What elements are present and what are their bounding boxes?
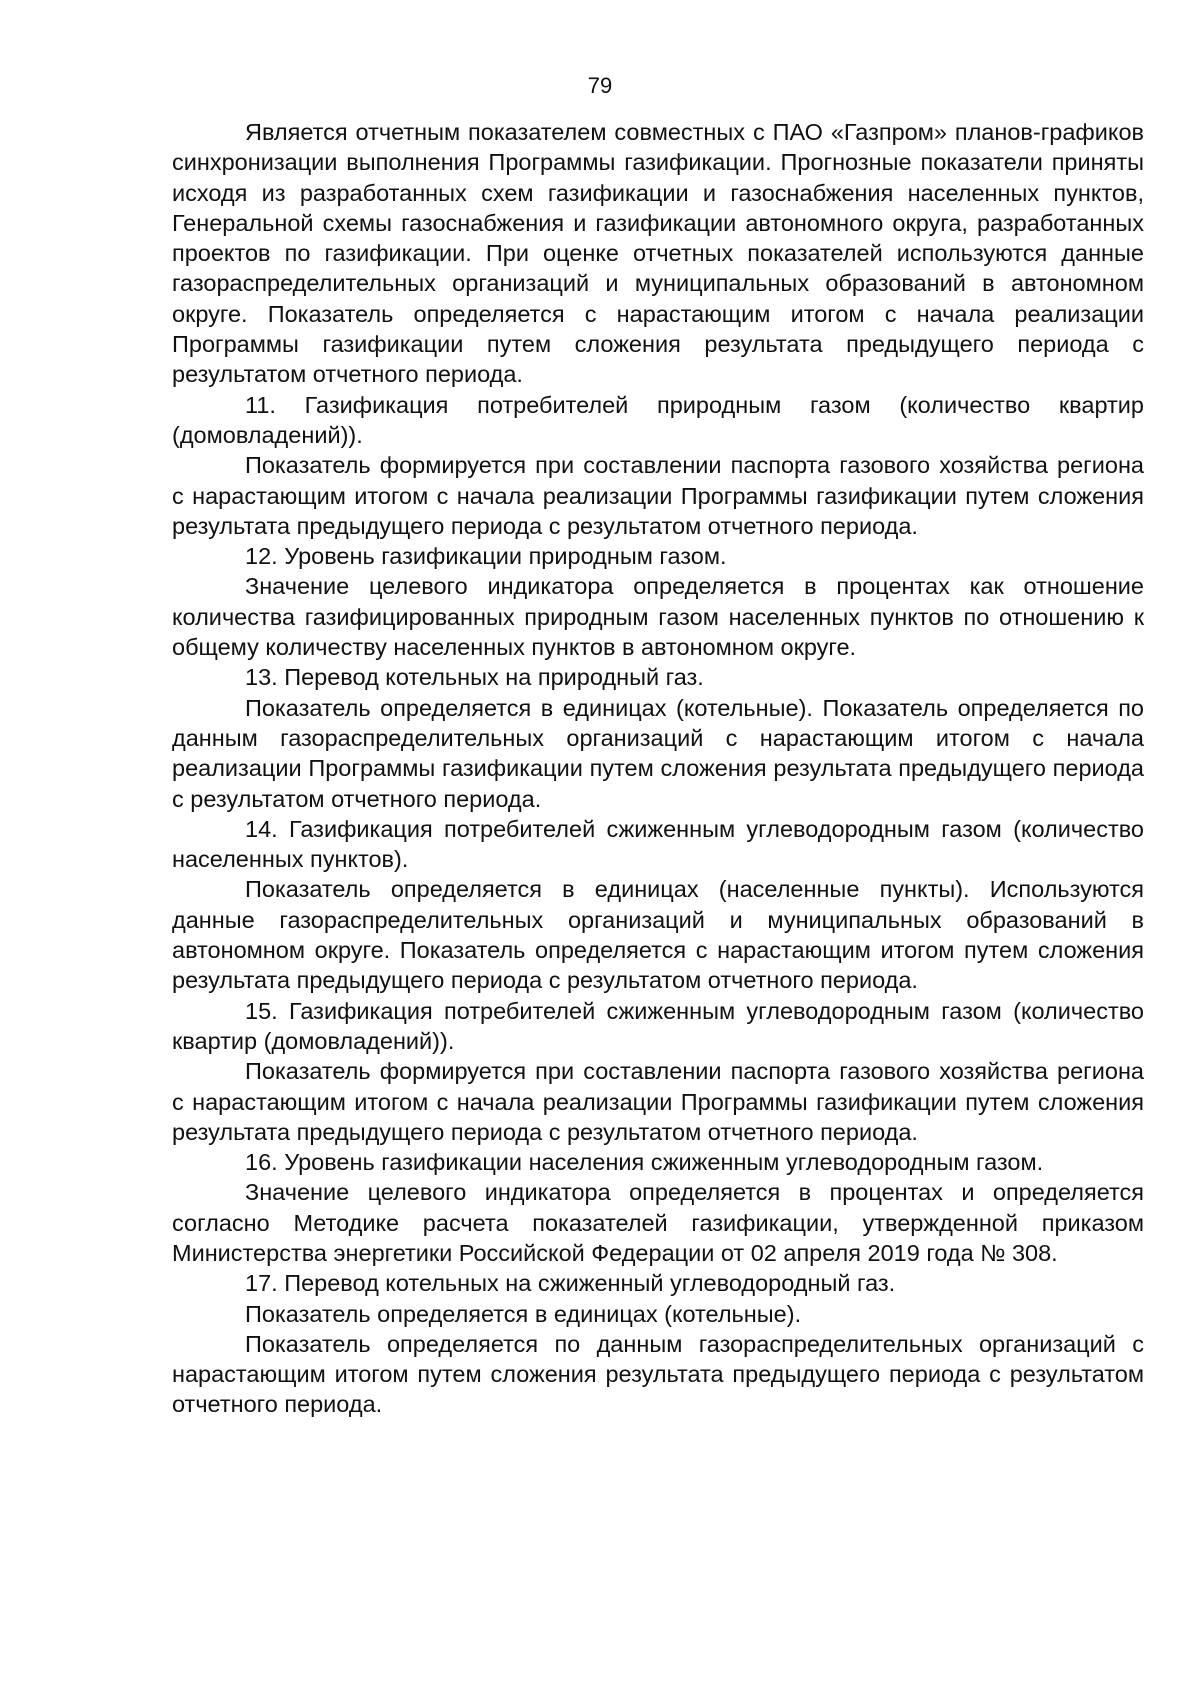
paragraph-intro: Является отчетным показателем совместных с ПАО «Газпром» планов-графиков синхронизации выполнения Программы газификации. Прогнозные показатели приняты исходя из разработанных схем газификации и газоснабжения населенных пунктов, Генеральной схемы газоснабжения и газификации автономного округа, разработанных проектов по газификации. При оценке отчетных показателей используются данные газораспределительных организаций и муниципальных образований в автономном округе. Показатель определяется с нарастающим итогом с начала реализации Программы газификации путем сложения результата предыдущего периода с результатом отчетного периода. [172,119,1144,388]
paragraph-17-units: Показатель определяется в единицах (котельные). [245,1300,802,1327]
section-heading-14: 14. Газификация потребителей сжиженным углеводородным газом (количество населенных пунктов). [172,815,1144,873]
section-heading-11: 11. Газификация потребителей природным газом (количество квартир (домовладений)). [172,391,1144,448]
paragraph-16-description: Значение целевого индикатора определяется в процентах и определяется согласно Методике расчета показателей газификации, утвержденной приказом Министерства энергетики Российской Федерации от 02 апреля 2019 года № 308. [172,1179,1144,1266]
paragraph-11-description: Показатель формируется при составлении паспорта газового хозяйства региона с нарастающим итогом с начала реализации Программы газификации путем сложения результата предыдущего периода с результатом отчетного периода. [172,452,1144,539]
document-body [172,117,1144,1420]
page-number: 79 [587,73,613,98]
section-heading-16: 16. Уровень газификации населения сжиженным углеводородным газом. [245,1149,1044,1176]
section-heading-15: 15. Газификация потребителей сжиженным углеводородным газом (количество квартир (домовладений)). [172,997,1144,1054]
paragraph-15-description: Показатель формируется при составлении паспорта газового хозяйства региона с нарастающим итогом с начала реализации Программы газификации путем сложения результата предыдущего периода с результатом отчетного периода. [172,1058,1144,1145]
section-heading-13: 13. Перевод котельных на природный газ. [245,664,704,691]
paragraph-13-description: Показатель определяется в единицах (котельные). Показатель определяется по данным газораспределительных организаций с нарастающим итогом с начала реализации Программы газификации путем сложения результата предыдущего периода с результатом отчетного периода. [172,694,1144,812]
paragraph-17-description: Показатель определяется по данным газораспределительных организаций с нарастающим итогом путем сложения результата предыдущего периода с результатом отчетного периода. [172,1330,1144,1418]
paragraph-14-description: Показатель определяется в единицах (населенные пункты). Используются данные газораспределительных организаций и муниципальных образований в автономном округе. Показатель определяется с нарастающим итогом путем сложения результата предыдущего периода с результатом отчетного периода. [172,876,1144,994]
section-heading-12: 12. Уровень газификации природным газом. [245,543,727,570]
paragraph-12-description: Значение целевого индикатора определяется в процентах как отношение количества газифицированных природным газом населенных пунктов по отношению к общему количеству населенных пунктов в автономном округе. [172,573,1144,661]
section-heading-17: 17. Перевод котельных на сжиженный углеводородный газ. [245,1270,896,1297]
